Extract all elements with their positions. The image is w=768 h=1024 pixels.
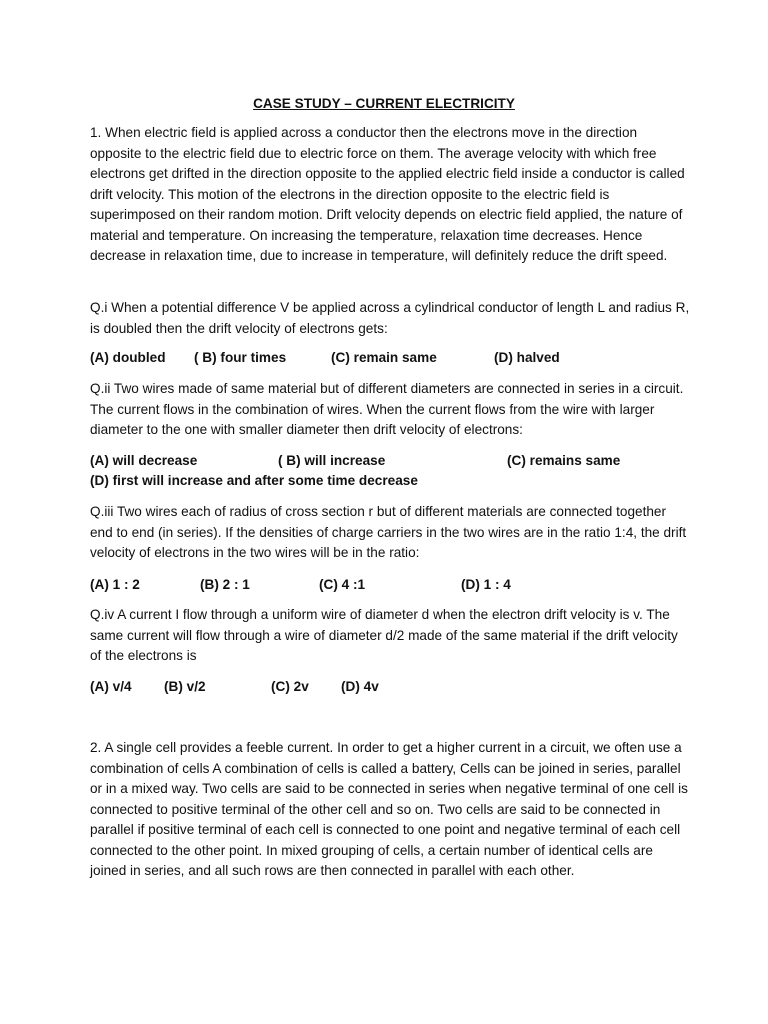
q2-option-d: (D) first will increase and after some time decrease (90, 473, 418, 488)
page-title: CASE STUDY – CURRENT ELECTRICITY (253, 96, 515, 111)
q3-option-c: (C) 4 :1 (319, 577, 366, 592)
question-4-options (90, 677, 690, 698)
question-2-options-row2 (90, 471, 690, 492)
q1-option-c: (C) remain same (331, 350, 437, 365)
question-3-text: Q.iii Two wires each of radius of cross section r but of different materials are connected together end to end (in series). If the densities of charge carriers in the two wires are in the ratio 1:4, the drift velocity of electrons in the two wires will be in the ratio: (90, 504, 687, 560)
q1-option-d: (D) halved (494, 350, 560, 365)
q3-option-a: (A) 1 : 2 (90, 577, 140, 592)
q2-option-b: ( B) will increase (278, 453, 386, 468)
q4-option-a: (A) v/4 (90, 679, 132, 694)
question-2-text: Q.ii Two wires made of same material but of different diameters are connected in series in a circuit. The current flows in the combination of wires. When the current flows from the wire with larger diameter to the one with smaller diameter then drift velocity of electrons: (90, 381, 684, 437)
q1-option-a: (A) doubled (90, 350, 166, 365)
q4-option-b: (B) v/2 (164, 679, 206, 694)
q2-option-c: (C) remains same (507, 453, 621, 468)
question-1-options (90, 348, 690, 369)
question-2-options-row1 (90, 451, 690, 472)
q3-option-d: (D) 1 : 4 (461, 577, 511, 592)
q3-option-b: (B) 2 : 1 (200, 577, 250, 592)
q2-option-a: (A) will decrease (90, 453, 198, 468)
case1-paragraph: 1. When electric field is applied across a conductor then the electrons move in the direction opposite to the electric field due to electric force on them. The average velocity with which free electrons get drifted in the direction opposite to the applied electric field inside a conductor is called drift velocity. This motion of the electrons in the direction opposite to the electric field is superimposed on their random motion. Drift velocity depends on electric field applied, the nature of material and temperature. On increasing the temperature, relaxation time decreases. Hence decrease in relaxation time, due to increase in temperature, will definitely reduce the drift speed. (90, 125, 685, 263)
question-3-options (90, 575, 690, 596)
question-4-text: Q.iv A current I flow through a uniform wire of diameter d when the electron drift velocity is v. The same current will flow through a wire of diameter d/2 made of the same material if the drift velocity of the electrons is (90, 607, 678, 663)
q1-option-b: ( B) four times (194, 350, 287, 365)
case2-paragraph: 2. A single cell provides a feeble current. In order to get a higher current in a circuit, we often use a combination of cells A combination of cells is called a battery, Cells can be joined in series, parallel or in a mixed way. Two cells are said to be connected in series when negative terminal of one cell is connected to positive terminal of the other cell and so on. Two cells are said to be connected in parallel if positive terminal of each cell is connected to one point and negative terminal of each cell connected to the other point. In mixed grouping of cells, a certain number of identical cells are joined in series, and all such rows are then connected in parallel with each other. (90, 740, 688, 878)
question-1-text: Q.i When a potential difference V be applied across a cylindrical conductor of length L and radius R, is doubled then the drift velocity of electrons gets: (90, 300, 690, 336)
q4-option-c: (C) 2v (271, 679, 309, 694)
q4-option-d: (D) 4v (341, 679, 379, 694)
